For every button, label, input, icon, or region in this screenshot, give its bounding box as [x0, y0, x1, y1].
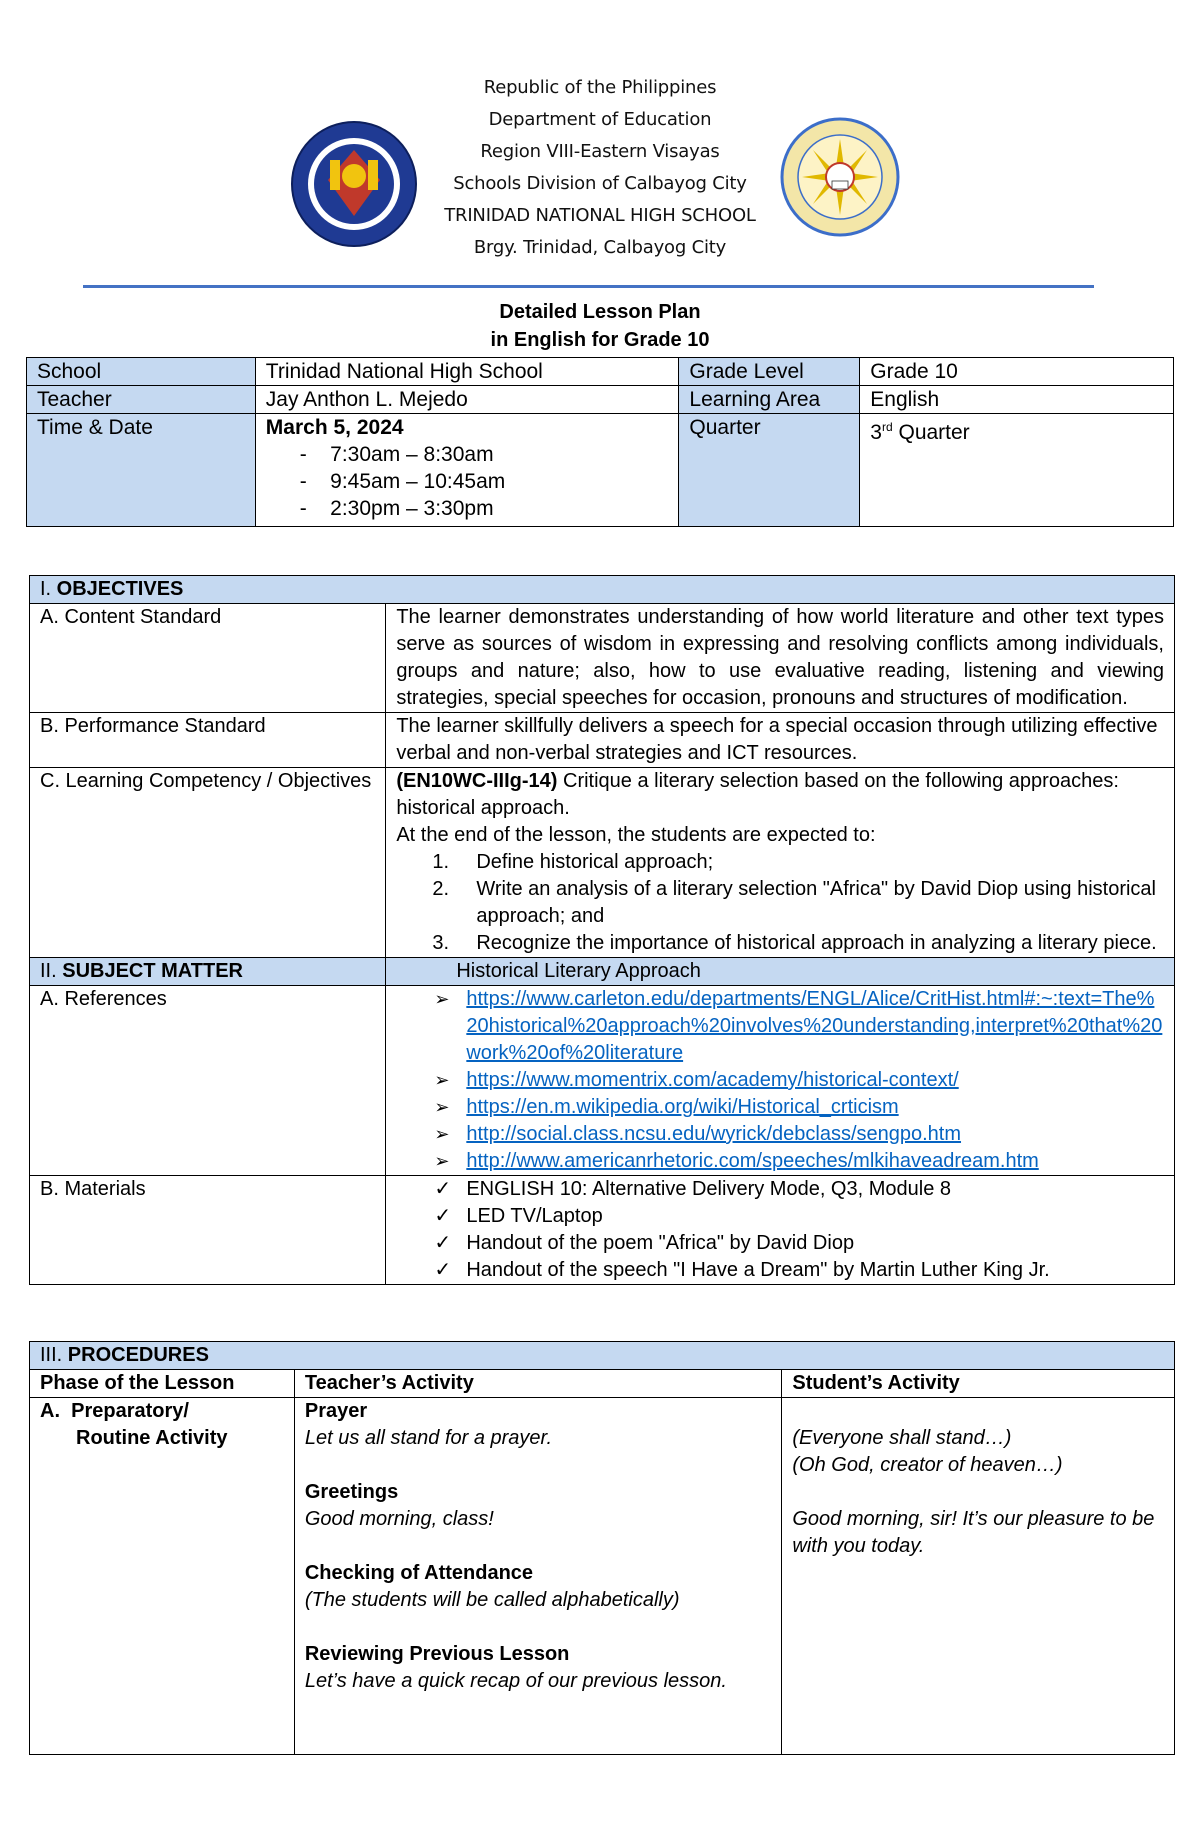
content-standard-label: A. Content Standard: [30, 604, 386, 713]
teacher-value: Jay Anthon L. Mejedo: [255, 386, 679, 414]
grade-level-value: Grade 10: [860, 358, 1174, 386]
reference-item: [396, 1121, 1164, 1148]
competency-code: (EN10WC-IIIg-14): [396, 770, 558, 792]
material-item: [396, 1230, 1164, 1257]
reference-item: [396, 986, 1164, 1067]
quarter-value: [860, 414, 1174, 527]
materials-cell: [386, 1176, 1175, 1285]
school-value: Trinidad National High School: [255, 358, 679, 386]
teacher-label: Teacher: [27, 386, 256, 414]
objectives-intro: At the end of the lesson, the students are expected to:: [396, 824, 876, 846]
letterhead-republic: Republic of the Philippines: [483, 77, 717, 98]
phase-cell: [30, 1398, 295, 1755]
checkmark-icon: ✓: [434, 1205, 452, 1227]
reference-link[interactable]: http://www.americanrhetoric.com/speeches/mlkihaveadream.htm: [466, 1150, 1039, 1172]
student-response-prayer: (Oh God, creator of heaven…): [792, 1454, 1063, 1476]
procedures-heading: [30, 1342, 1175, 1370]
student-activity-cell: [782, 1398, 1175, 1755]
student-response-greeting: Good morning, sir! It’s our pleasure to be with you today.: [792, 1508, 1155, 1557]
header-divider: [83, 285, 1094, 288]
quarter-number: 3: [870, 421, 882, 444]
material-text: Handout of the speech "I Have a Dream" by Martin Luther King Jr.: [466, 1259, 1050, 1281]
time-slot-text: 9:45am – 10:45am: [330, 470, 506, 493]
reference-link[interactable]: https://www.momentrix.com/academy/historical-context/: [466, 1069, 959, 1091]
quarter-suffix: rd: [881, 420, 893, 434]
objective-number: 3.: [432, 932, 450, 954]
time-date-label: Time & Date: [27, 414, 256, 527]
time-slot: - 2:30pm – 3:30pm: [299, 497, 494, 520]
learning-competency-text: [386, 768, 1175, 958]
references-list: [396, 986, 1164, 1175]
school-label: School: [27, 358, 256, 386]
subject-matter-heading: [30, 958, 386, 986]
learning-area-label: Learning Area: [679, 386, 860, 414]
quarter-label: Quarter: [679, 414, 860, 527]
arrow-bullet-icon: ➢: [434, 1070, 450, 1090]
time-slot-text: 7:30am – 8:30am: [330, 443, 494, 466]
letterhead-division: Schools Division of Calbayog City: [453, 173, 747, 194]
materials-label: B. Materials: [30, 1176, 386, 1285]
time-slot-text: 2:30pm – 3:30pm: [330, 497, 494, 520]
reference-item: [396, 1148, 1164, 1175]
subject-heading-text: SUBJECT MATTER: [62, 960, 243, 982]
time-slot: - 9:45am – 10:45am: [299, 470, 506, 493]
reference-link[interactable]: http://social.class.ncsu.edu/wyrick/debclass/sengpo.htm: [466, 1123, 962, 1145]
subject-matter-topic: Historical Literary Approach: [386, 958, 1175, 986]
column-header-phase: Phase of the Lesson: [30, 1370, 295, 1398]
quarter-word: Quarter: [898, 421, 970, 444]
objectives-heading: [30, 576, 1175, 604]
prayer-heading: Prayer: [304, 1400, 368, 1422]
attendance-text: (The students will be called alphabetically): [304, 1589, 680, 1611]
objectives-heading-num: I.: [40, 578, 57, 600]
phase-title: [40, 1398, 284, 1425]
performance-standard-label: B. Performance Standard: [30, 713, 386, 768]
references-label: A. References: [30, 986, 386, 1176]
objective-text: Write an analysis of a literary selection "Africa" by David Diop using historical approach; and: [476, 878, 1156, 927]
letterhead-address: Brgy. Trinidad, Calbayog City: [473, 237, 727, 258]
material-item: [396, 1176, 1164, 1203]
greetings-text: Good morning, class!: [304, 1508, 494, 1530]
phase-letter: A.: [40, 1400, 60, 1422]
objective-text: Define historical approach;: [476, 851, 714, 873]
greetings-heading: Greetings: [304, 1481, 399, 1503]
objective-number: 2.: [432, 878, 450, 900]
teacher-activity-cell: [294, 1398, 782, 1755]
performance-standard-text: The learner skillfully delivers a speech for a special occasion through utilizing effective verbal and non-verbal strategies and ICT resources.: [386, 713, 1175, 768]
content-standard-text: The learner demonstrates understanding of how world literature and other text types serve as sources of wisdom in expressing and resolving conflicts among individuals, groups and nature; also, how to use evaluative reading, listening and viewing strategies, special speeches for occasion, pronouns and structures of modification.: [386, 604, 1175, 713]
prayer-text: Let us all stand for a prayer.: [304, 1427, 553, 1449]
objective-text: Recognize the importance of historical approach in analyzing a literary piece.: [476, 932, 1157, 954]
objective-item: [396, 876, 1164, 930]
subject-heading-num: II.: [40, 960, 63, 982]
learning-area-value: English: [860, 386, 1174, 414]
procedures-heading-text: PROCEDURES: [67, 1344, 209, 1366]
document-subtitle: in English for Grade 10: [490, 329, 710, 351]
checkmark-icon: ✓: [434, 1259, 452, 1281]
arrow-bullet-icon: ➢: [434, 1151, 450, 1171]
material-text: LED TV/Laptop: [466, 1205, 603, 1227]
arrow-bullet-icon: ➢: [434, 989, 450, 1009]
material-text: ENGLISH 10: Alternative Delivery Mode, Q3, Module 8: [466, 1178, 951, 1200]
time-slot: - 7:30am – 8:30am: [299, 443, 494, 466]
objectives-table: [29, 575, 1175, 1285]
lesson-info-table: [26, 357, 1174, 527]
column-header-teacher: Teacher’s Activity: [294, 1370, 782, 1398]
learning-competency-label: C. Learning Competency / Objectives: [30, 768, 386, 958]
checkmark-icon: ✓: [434, 1232, 452, 1254]
review-heading: Reviewing Previous Lesson: [304, 1643, 570, 1665]
objective-item: [396, 930, 1164, 957]
review-text: Let’s have a quick recap of our previous lesson.: [304, 1670, 727, 1692]
lesson-date: March 5, 2024: [265, 416, 404, 439]
letterhead-department: Department of Education: [488, 109, 712, 130]
document-title: Detailed Lesson Plan: [499, 301, 701, 323]
reference-link[interactable]: https://www.carleton.edu/departments/ENGL/Alice/CritHist.html#:~:text=The%20historical%20approach%20involves%20understanding,interpret%20that%20work%20of%20literature: [466, 988, 1163, 1064]
procedures-heading-num: III.: [40, 1344, 68, 1366]
letterhead: [0, 72, 1200, 264]
attendance-heading: Checking of Attendance: [304, 1562, 534, 1584]
objectives-list: [396, 849, 1164, 957]
material-item: [396, 1257, 1164, 1284]
column-header-student: Student’s Activity: [782, 1370, 1175, 1398]
arrow-bullet-icon: ➢: [434, 1097, 450, 1117]
objectives-heading-text: OBJECTIVES: [56, 578, 184, 600]
materials-list: [396, 1176, 1164, 1284]
letterhead-region: Region VIII-Eastern Visayas: [480, 141, 720, 162]
reference-item: [396, 1094, 1164, 1121]
checkmark-icon: ✓: [434, 1178, 452, 1200]
time-date-value: [255, 414, 679, 527]
grade-level-label: Grade Level: [679, 358, 860, 386]
arrow-bullet-icon: ➢: [434, 1124, 450, 1144]
references-cell: [386, 986, 1175, 1176]
material-text: Handout of the poem "Africa" by David Diop: [466, 1232, 855, 1254]
reference-item: [396, 1067, 1164, 1094]
procedures-table: [29, 1341, 1175, 1755]
objective-item: [396, 849, 1164, 876]
letterhead-school-name: TRINIDAD NATIONAL HIGH SCHOOL: [444, 205, 756, 226]
competency-description: Critique a literary selection based on the following approaches: historical approach.: [396, 770, 1119, 819]
objective-number: 1.: [432, 851, 450, 873]
phase-line1: Preparatory/: [71, 1400, 189, 1422]
material-item: [396, 1203, 1164, 1230]
reference-link[interactable]: https://en.m.wikipedia.org/wiki/Historical_crticism: [466, 1096, 899, 1118]
student-response-stand: (Everyone shall stand…): [792, 1427, 1012, 1449]
phase-line2: Routine Activity: [76, 1427, 228, 1449]
competency-statement: [396, 768, 1164, 822]
